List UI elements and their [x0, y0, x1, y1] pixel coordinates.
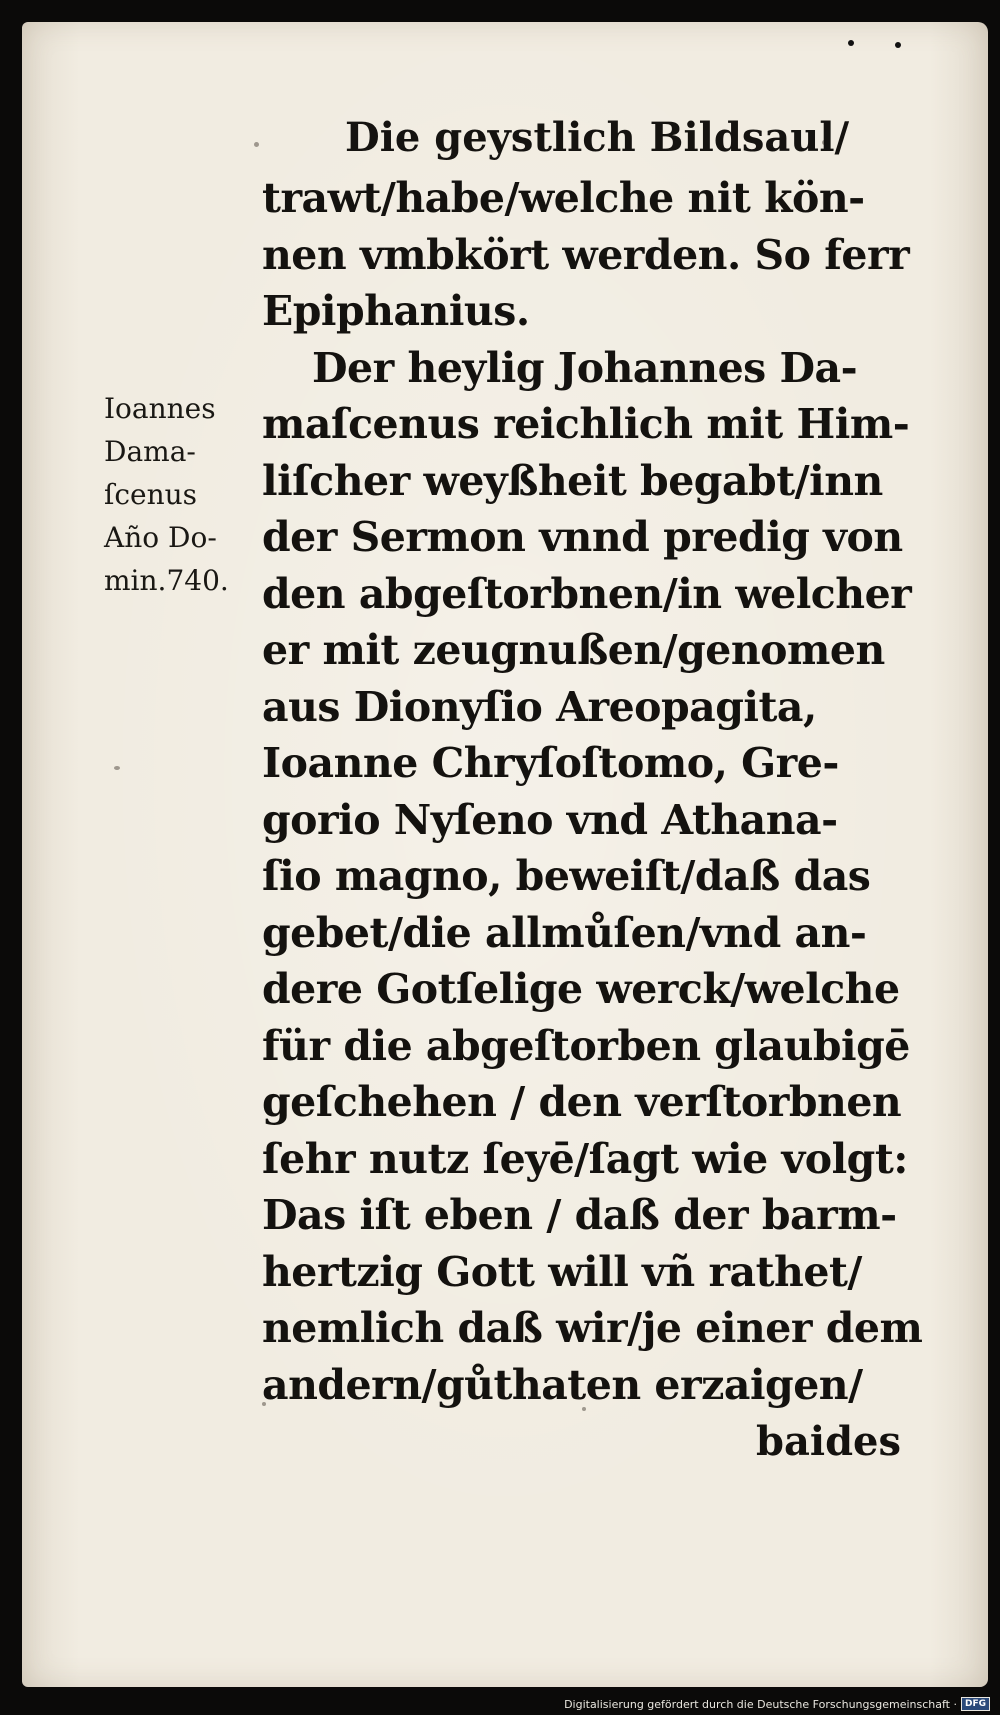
running-head: Die geystlich Bildsaul/ — [345, 114, 850, 161]
catchword: baides — [756, 1418, 902, 1465]
text-line: Das iſt eben / daß der barm- — [262, 1191, 897, 1239]
text-line: Ioanne Chryſoſtomo, Gre- — [262, 739, 839, 787]
text-line: für die abgeſtorben glaubigē — [262, 1021, 910, 1070]
text-line: trawt/habe/welche nit kön- — [262, 174, 865, 222]
ink-speck — [254, 142, 259, 147]
marginal-note-line: Dama- — [104, 435, 196, 468]
text-line: der Sermon vnnd predig von — [262, 513, 903, 561]
text-line: maſcenus reichlich mit Him- — [262, 400, 910, 448]
text-line: den abgeſtorbnen/in welcher — [262, 569, 912, 618]
marginal-note — [104, 387, 264, 602]
text-line: er mit zeugnußen/genomen — [262, 626, 885, 674]
text-line: aus Dionyſio Areopagita, — [262, 682, 817, 731]
text-line: geſchehen / den verſtorbnen — [262, 1078, 902, 1126]
text-line: gebet/die allmůſen/vnd an- — [262, 908, 867, 957]
text-line: gorio Nyſeno vnd Athana- — [262, 795, 838, 844]
page-spot — [895, 42, 901, 48]
text-line: Epiphanius. — [262, 287, 530, 335]
marginal-note-line: Año Do- — [104, 521, 217, 554]
text-line: nen vmbkört werden. So ferr — [262, 230, 910, 279]
marginal-note-line: ſcenus — [104, 478, 198, 511]
dfg-logo-icon: DFG — [961, 1697, 990, 1711]
text-line: ſio magno, beweiſt/daß das — [262, 852, 871, 900]
text-line: Der heylig Johannes Da- — [312, 343, 858, 392]
marginal-note-line: Ioannes — [104, 392, 216, 425]
text-line: dere Gotſelige werck/welche — [262, 965, 900, 1013]
marginal-note-line: min.740. — [104, 564, 229, 597]
footer-credit — [564, 1697, 990, 1711]
page-spot — [848, 40, 854, 46]
text-line: hertzig Gott will vñ rathet/ — [262, 1247, 862, 1296]
text-line: liſcher weyßheit begabt/inn — [262, 456, 883, 505]
text-line: andern/gůthaten erzaigen/ — [262, 1360, 863, 1409]
ink-speck — [114, 766, 120, 770]
footer-credit-text: Digitalisierung gefördert durch die Deutsche Forschungsgemeinschaft · — [564, 1697, 957, 1711]
text-line: ſehr nutz ſeyē/ſagt wie volgt: — [262, 1134, 908, 1183]
body-text — [262, 170, 922, 1413]
text-line: nemlich daß wir/je einer dem — [262, 1304, 923, 1352]
